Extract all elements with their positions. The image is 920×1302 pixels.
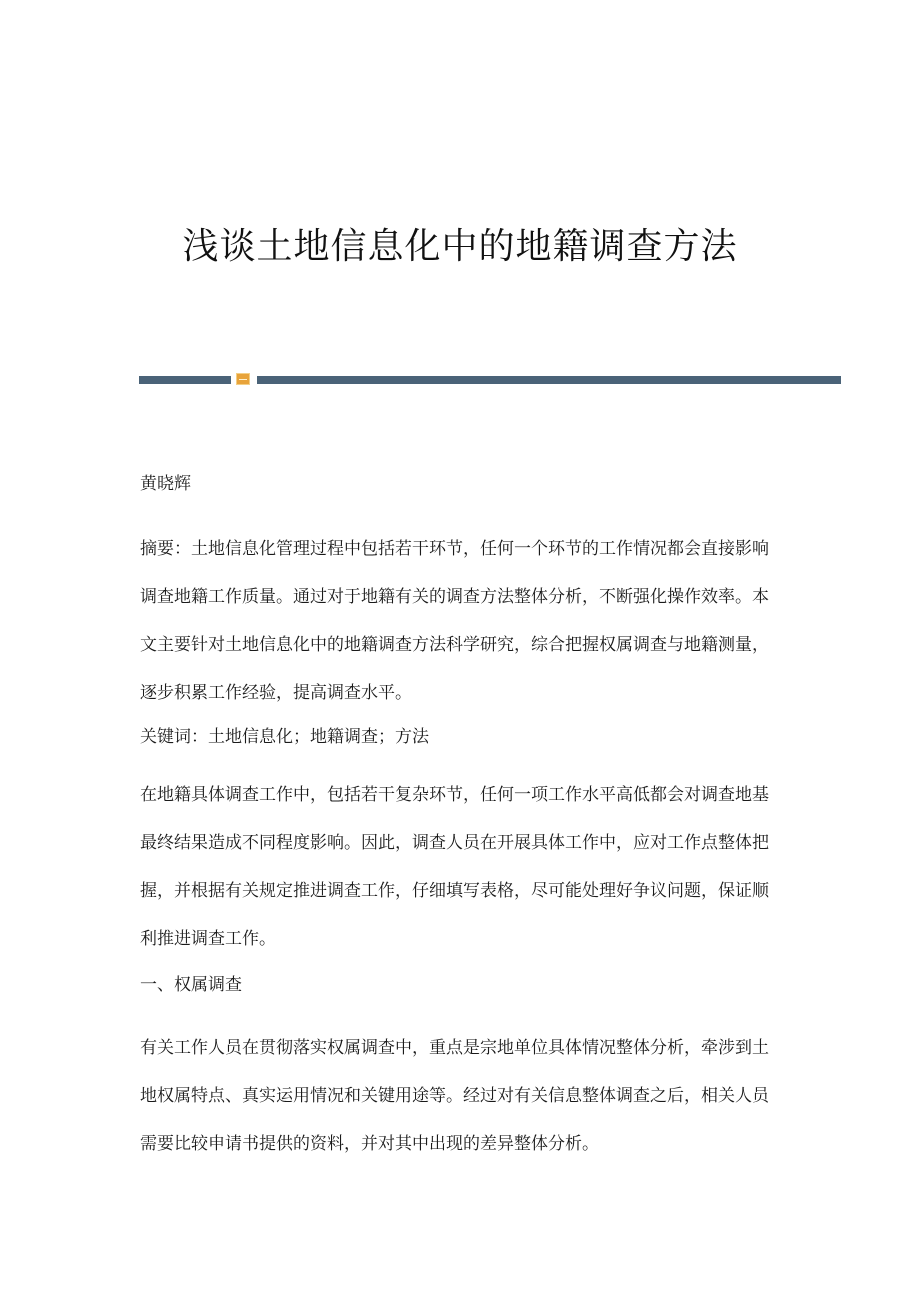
divider-bar-left <box>139 376 231 384</box>
title-divider <box>139 373 841 385</box>
author-name: 黄晓辉 <box>140 474 191 494</box>
keywords-line: 关键词：土地信息化；地籍调查；方法 <box>140 727 429 747</box>
section-heading: 一、权属调查 <box>140 975 242 995</box>
divider-bar-right <box>257 376 841 384</box>
divider-marker-icon <box>236 373 250 385</box>
document-title: 浅谈土地信息化中的地籍调查方法 <box>182 226 738 267</box>
section-paragraph: 有关工作人员在贯彻落实权属调查中，重点是宗地单位具体情况整体分析，牵涉到土地权属特点、真实运用情况和关键用途等。经过对有关信息整体调查之后，相关人员需要比较申请书提供的资料，并对其中出现的差异整体分析。 <box>140 1038 769 1154</box>
intro-paragraph: 在地籍具体调查工作中，包括若干复杂环节，任何一项工作水平高低都会对调查地基最终结果造成不同程度影响。因此，调查人员在开展具体工作中，应对工作点整体把握，并根据有关规定推进调查工作，仔细填写表格，尽可能处理好争议问题，保证顺利推进调查工作。 <box>140 785 769 949</box>
abstract-paragraph: 摘要：土地信息化管理过程中包括若干环节，任何一个环节的工作情况都会直接影响调查地籍工作质量。通过对于地籍有关的调查方法整体分析，不断强化操作效率。本文主要针对土地信息化中的地籍调查方法科学研究，综合把握权属调查与地籍测量，逐步积累工作经验，提高调查水平。 <box>140 539 769 703</box>
document-body <box>140 470 772 1174</box>
